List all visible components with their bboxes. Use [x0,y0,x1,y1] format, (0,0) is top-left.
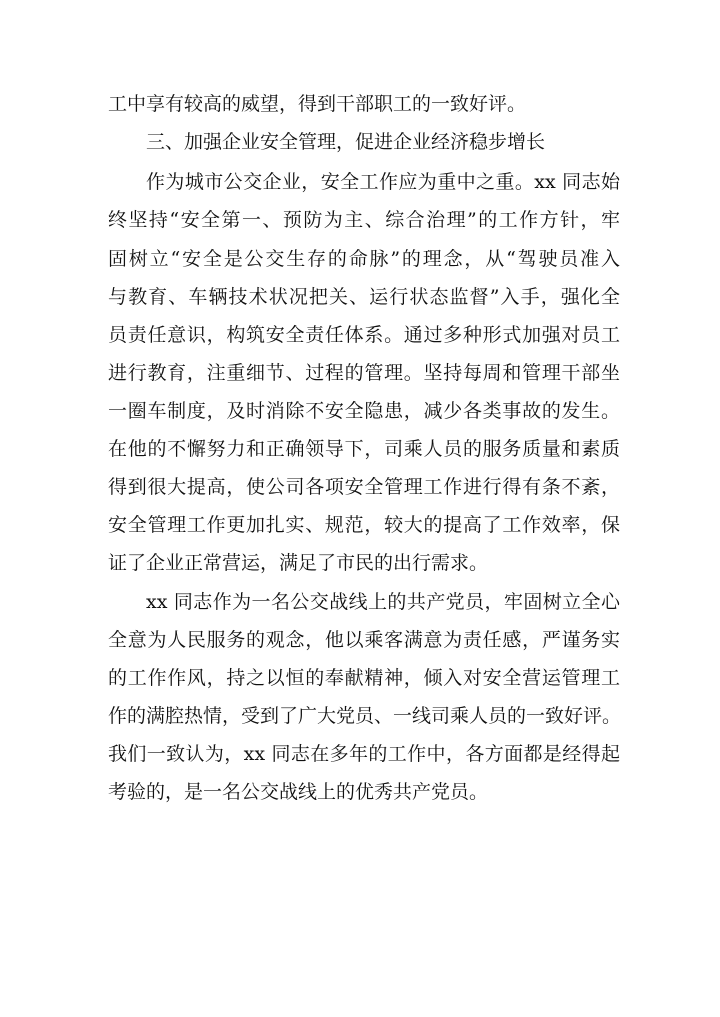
paragraph-line: 在他的不懈努力和正确领导下，司乘人员的服务质量和素质 [108,438,620,460]
paragraph-line: 安全管理工作更加扎实、规范，较大的提高了工作效率，保 [108,514,620,536]
paragraph-line: 得到很大提高，使公司各项安全管理工作进行得有条不紊， [108,476,620,498]
paragraph-line: 工中享有较高的威望，得到干部职工的一致好评。 [108,93,527,115]
section-heading: 三、加强企业安全管理，促进企业经济稳步增长 [146,131,546,153]
paragraph-line: 进行教育，注重细节、过程的管理。坚持每周和管理干部坐 [108,362,620,384]
paragraph-line: 考验的，是一名公交战线上的优秀共产党员。 [108,781,489,803]
paragraph-line: 全意为人民服务的观念，他以乘客满意为责任感，严谨务实 [108,629,620,651]
paragraph-line: 作的满腔热情，受到了广大党员、一线司乘人员的一致好评。 [108,705,622,727]
paragraph-line: xx 同志作为一名公交战线上的共产党员，牢固树立全心 [146,591,620,613]
paragraph-line: 作为城市公交企业，安全工作应为重中之重。xx 同志始 [146,171,620,193]
paragraph-line: 的工作作风，持之以恒的奉献精神，倾入对安全营运管理工 [108,667,620,689]
paragraph-line: 固树立“安全是公交生存的命脉”的理念，从“驾驶员准入 [108,248,620,270]
paragraph-line: 与教育、车辆技术状况把关、运行状态监督”入手，强化全 [108,286,620,308]
paragraph-line: 一圈车制度，及时消除不安全隐患，减少各类事故的发生。 [108,400,620,422]
paragraph-line: 我们一致认为，xx 同志在多年的工作中，各方面都是经得起 [108,743,620,765]
paragraph-line: 员责任意识，构筑安全责任体系。通过多种形式加强对员工 [108,324,620,346]
paragraph-line: 终坚持“安全第一、预防为主、综合治理”的工作方针，牢 [108,209,620,231]
paragraph-line: 证了企业正常营运，满足了市民的出行需求。 [108,552,489,574]
